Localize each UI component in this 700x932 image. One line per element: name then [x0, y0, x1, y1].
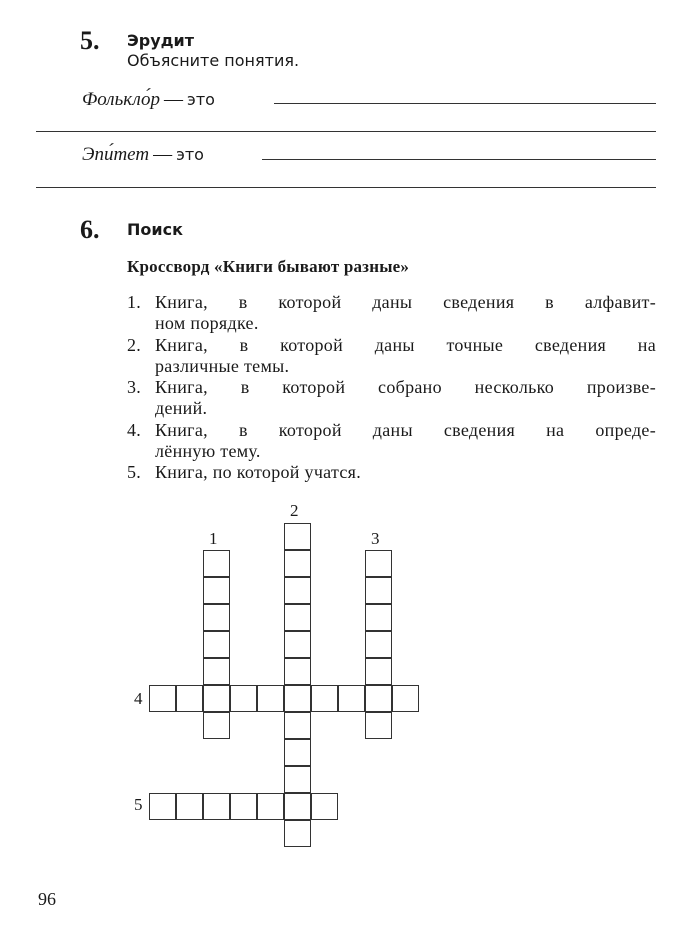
- clue-5-number: 5.: [127, 462, 142, 482]
- crossword-cell[interactable]: [176, 685, 203, 712]
- task5-instruction: Объясните понятия.: [127, 51, 300, 70]
- term-folklore-eto: это: [187, 90, 215, 109]
- crossword-cell[interactable]: [203, 577, 230, 604]
- crossword-label-4: 4: [134, 689, 143, 708]
- crossword-cell[interactable]: [284, 658, 311, 685]
- crossword-cell[interactable]: [230, 685, 257, 712]
- crossword-cell[interactable]: [149, 793, 176, 820]
- crossword-label-3: 3: [371, 529, 380, 548]
- clue-1-line-2: ном порядке.: [155, 313, 259, 333]
- crossword-cell[interactable]: [284, 604, 311, 631]
- crossword-cell[interactable]: [203, 685, 230, 712]
- term-folklore-label: Фолькло́р: [82, 89, 161, 110]
- crossword-label-2: 2: [290, 501, 299, 520]
- folklore-answer-line-2[interactable]: [36, 131, 656, 132]
- crossword-cell[interactable]: [284, 820, 311, 847]
- clue-5-line-1: Книга, по которой учатся.: [155, 462, 362, 482]
- page-number: 96: [38, 889, 56, 909]
- crossword-cell[interactable]: [284, 550, 311, 577]
- clue-4-line-2: лённую тему.: [155, 441, 261, 461]
- crossword-cell[interactable]: [284, 739, 311, 766]
- folklore-answer-line-1[interactable]: [274, 103, 656, 104]
- crossword-cell[interactable]: [284, 523, 311, 550]
- crossword-label-1: 1: [209, 529, 218, 548]
- crossword-cell[interactable]: [203, 604, 230, 631]
- crossword-cell[interactable]: [284, 766, 311, 793]
- clue-3-line-1: Книга, в которой собрано несколько произве-: [155, 377, 656, 397]
- crossword-cell[interactable]: [284, 631, 311, 658]
- clue-2-number: 2.: [127, 335, 142, 355]
- clue-4-line-1: Книга, в которой даны сведения на опреде-: [155, 420, 656, 440]
- term-folklore: [82, 90, 215, 109]
- crossword-cell[interactable]: [365, 712, 392, 739]
- crossword-cell[interactable]: [365, 658, 392, 685]
- crossword-cell[interactable]: [149, 685, 176, 712]
- clue-1-line-1: Книга, в которой даны сведения в алфавит-: [155, 292, 656, 312]
- crossword-cell[interactable]: [311, 793, 338, 820]
- crossword-cell[interactable]: [203, 658, 230, 685]
- crossword-cell[interactable]: [365, 685, 392, 712]
- crossword-label-5: 5: [134, 795, 143, 814]
- crossword-cell[interactable]: [203, 550, 230, 577]
- epithet-answer-line-1[interactable]: [262, 159, 656, 160]
- crossword-cell[interactable]: [365, 631, 392, 658]
- crossword-cell[interactable]: [365, 577, 392, 604]
- term-epithet-label: Эпи́тет: [82, 144, 150, 165]
- clue-2-line-1: Книга, в которой даны точные сведения на: [155, 335, 656, 355]
- crossword-title: Кроссворд «Книги бывают разные»: [127, 257, 410, 276]
- crossword-cell[interactable]: [257, 685, 284, 712]
- crossword-cell[interactable]: [365, 550, 392, 577]
- crossword-cell[interactable]: [284, 712, 311, 739]
- crossword-cell[interactable]: [365, 604, 392, 631]
- clue-4-number: 4.: [127, 420, 142, 440]
- crossword-cell[interactable]: [203, 631, 230, 658]
- crossword-cell[interactable]: [284, 685, 311, 712]
- crossword-cell[interactable]: [203, 793, 230, 820]
- crossword-cell[interactable]: [284, 793, 311, 820]
- crossword-cell[interactable]: [257, 793, 284, 820]
- clue-1-number: 1.: [127, 292, 142, 312]
- crossword-cell[interactable]: [311, 685, 338, 712]
- task5-number: 5.: [80, 26, 100, 55]
- crossword-cell[interactable]: [338, 685, 365, 712]
- term-epithet-dash: —: [153, 144, 173, 165]
- task6-title: Поиск: [127, 220, 183, 239]
- clue-3-number: 3.: [127, 377, 142, 397]
- crossword-cell[interactable]: [230, 793, 257, 820]
- clue-2-line-2: различные темы.: [155, 356, 290, 376]
- crossword-cell[interactable]: [392, 685, 419, 712]
- clue-3-line-2: дений.: [155, 398, 208, 418]
- epithet-answer-line-2[interactable]: [36, 187, 656, 188]
- crossword-cell[interactable]: [176, 793, 203, 820]
- term-epithet: [82, 145, 204, 164]
- term-folklore-dash: —: [164, 89, 184, 110]
- term-epithet-eto: это: [176, 145, 204, 164]
- crossword-cell[interactable]: [203, 712, 230, 739]
- task5-title: Эрудит: [127, 31, 195, 50]
- task6-number: 6.: [80, 215, 100, 244]
- crossword-cell[interactable]: [284, 577, 311, 604]
